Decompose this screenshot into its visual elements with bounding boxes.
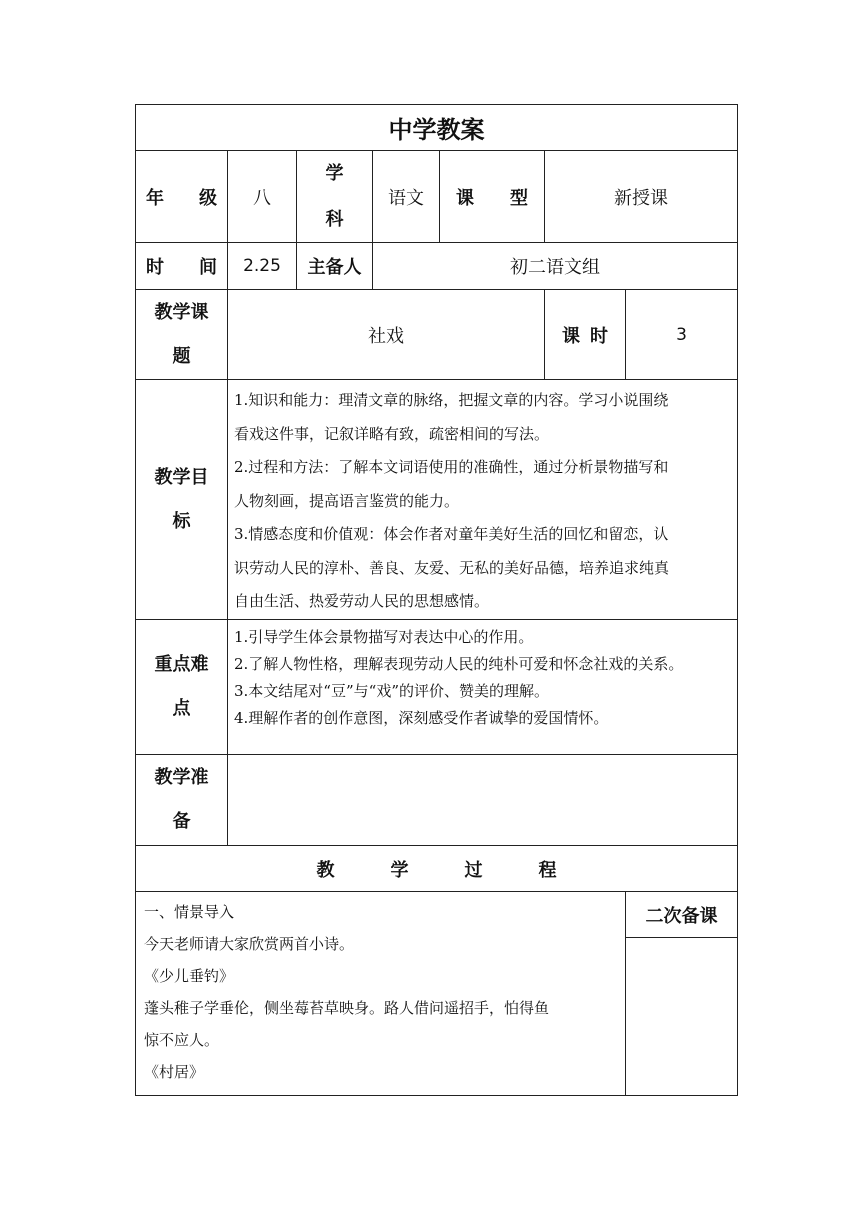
hours-label-char-1: 课 xyxy=(562,325,580,347)
process-heading-row xyxy=(135,845,738,892)
process-body-row xyxy=(135,891,738,1096)
grade-subject-type-row xyxy=(135,150,738,243)
key-point-item: 1.引导学生体会景物描写对表达中心的作用。 xyxy=(234,628,534,646)
preparation-value xyxy=(227,754,738,846)
preparation-row xyxy=(135,754,738,846)
hours-value: 3 xyxy=(625,289,738,380)
teaching-goals-label-line-2: 标 xyxy=(172,510,191,532)
key-point-item: 2.了解人物性格，理解表现劳动人民的纯朴可爱和怀念社戏的关系。 xyxy=(234,655,684,673)
teaching-goals-label xyxy=(135,379,228,620)
process-line: 今天老师请大家欣赏两首小诗。 xyxy=(144,935,355,953)
goal-line: 1.知识和能力：理清文章的脉络，把握文章的内容。学习小说围绕 xyxy=(234,391,669,409)
topic-label xyxy=(135,289,228,380)
type-label-char-2: 型 xyxy=(510,187,528,209)
type-label xyxy=(439,150,545,243)
topic-label-line-1: 教学课 xyxy=(154,301,209,323)
grade-label-char-2: 级 xyxy=(199,187,217,209)
preparer-label: 主备人 xyxy=(296,242,373,290)
goal-line: 3.情感态度和价值观：体会作者对童年美好生活的回忆和留恋，认 xyxy=(234,525,669,543)
process-heading xyxy=(135,845,738,892)
grade-label xyxy=(135,150,228,243)
key-points-label xyxy=(135,619,228,755)
hours-label xyxy=(544,289,626,380)
subject-label xyxy=(296,150,373,243)
key-points-label-line-2: 点 xyxy=(172,698,191,719)
time-preparer-row xyxy=(135,242,738,290)
key-point-item: 3.本文结尾对“豆”与“戏”的评价、赞美的理解。 xyxy=(234,682,549,700)
process-line: 《村居》 xyxy=(144,1063,205,1081)
subject-value: 语文 xyxy=(372,150,440,243)
topic-hours-row xyxy=(135,289,738,380)
process-heading-char: 程 xyxy=(538,859,557,881)
process-line: 《少儿垂钓》 xyxy=(144,967,235,985)
document-title: 中学教案 xyxy=(135,104,738,151)
process-heading-char: 过 xyxy=(464,859,483,881)
goal-line: 识劳动人民的淳朴、善良、友爱、无私的美好品德，培养追求纯真 xyxy=(234,558,670,577)
process-line: 惊不应人。 xyxy=(144,1031,220,1049)
process-heading-char: 学 xyxy=(390,859,409,881)
time-value: 2.25 xyxy=(227,242,297,290)
goal-line: 人物刻画，提高语言鉴赏的能力。 xyxy=(234,491,460,510)
key-points-row xyxy=(135,619,738,755)
subject-label-char-1: 学 xyxy=(325,162,344,184)
goal-line: 自由生活、热爱劳动人民的思想感情。 xyxy=(234,592,490,610)
topic-value: 社戏 xyxy=(227,289,545,380)
teaching-goals-row xyxy=(135,379,738,620)
subject-label-char-2: 科 xyxy=(325,208,344,230)
grade-value: 八 xyxy=(227,150,297,243)
process-line: 蓬头稚子学垂伦，侧坐莓苔草映身。路人借问遥招手，怕得鱼 xyxy=(144,999,550,1017)
process-line: 一、情景导入 xyxy=(144,903,235,921)
goal-line: 2.过程和方法：了解本文词语使用的准确性，通过分析景物描写和 xyxy=(234,458,669,476)
preparation-label-line-2: 备 xyxy=(172,811,191,832)
goal-line: 看戏这件事，记叙详略有致，疏密相间的写法。 xyxy=(234,424,550,443)
key-points-label-line-1: 重点难 xyxy=(154,654,209,675)
secondary-prep-label: 二次备课 xyxy=(625,891,738,938)
topic-label-line-2: 题 xyxy=(172,345,191,367)
hours-label-char-2: 时 xyxy=(590,325,608,347)
process-content xyxy=(135,891,626,1096)
title-row xyxy=(135,104,738,151)
key-points-content xyxy=(227,619,738,755)
teaching-goals-content xyxy=(227,379,738,620)
process-heading-char: 教 xyxy=(316,859,335,881)
preparer-value: 初二语文组 xyxy=(372,242,738,290)
time-label-char-2: 间 xyxy=(199,257,217,278)
teaching-goals-label-line-1: 教学目 xyxy=(154,466,209,488)
type-label-char-1: 课 xyxy=(456,187,474,209)
type-value: 新授课 xyxy=(544,150,738,243)
key-point-item: 4.理解作者的创作意图，深刻感受作者诚挚的爱国情怀。 xyxy=(234,709,609,727)
preparation-label xyxy=(135,754,228,846)
grade-label-char-1: 年 xyxy=(146,187,164,209)
preparation-label-line-1: 教学准 xyxy=(154,767,209,788)
time-label xyxy=(135,242,228,290)
secondary-prep-content xyxy=(625,937,738,1096)
time-label-char-1: 时 xyxy=(146,257,164,278)
